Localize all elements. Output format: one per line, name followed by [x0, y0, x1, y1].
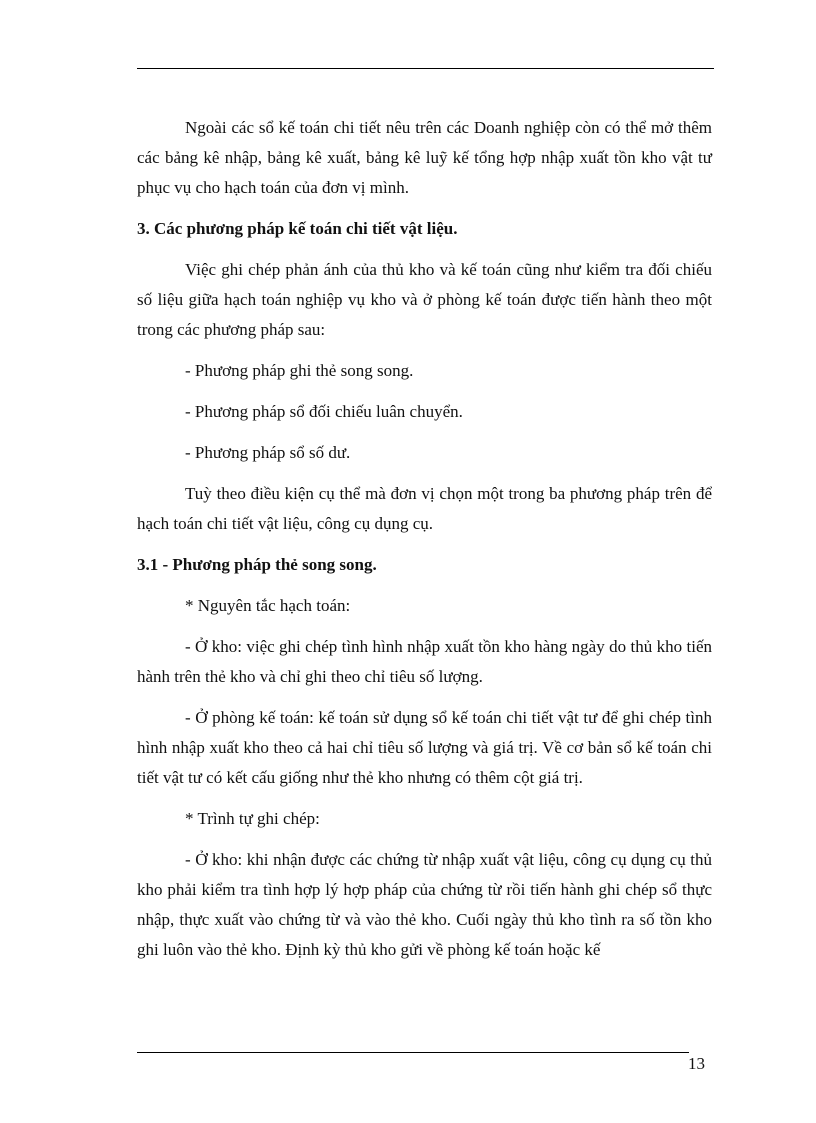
list-item-method-2: - Phương pháp sổ đối chiếu luân chuyển.	[185, 402, 463, 421]
paragraph-warehouse-procedure: - Ở kho: khi nhận được các chứng từ nhập xuất vật liệu, công cụ dụng cụ thủ kho phải kiểm tra tình hợp lý hợp pháp của chứng từ rồi tiến hành ghi chép sổ thực nhập, thực xuất vào chứng từ và vào thẻ kho. Cuối ngày thủ kho tình ra số tồn kho ghi luôn vào thẻ kho. Định kỳ thủ kho gửi về phòng kế toán hoặc kế	[137, 850, 712, 959]
page-number: 13	[688, 1054, 705, 1073]
paragraph-accounting-office: - Ở phòng kế toán: kế toán sử dụng sổ kế toán chi tiết vật tư để ghi chép tình hình nhập xuất kho theo cả hai chỉ tiêu số lượng và giá trị. Về cơ bản sổ kế toán chi tiết vật tư có kết cấu giống như thẻ kho nhưng có thêm cột giá trị.	[137, 708, 712, 787]
paragraph-method-choice: Tuỳ theo điều kiện cụ thể mà đơn vị chọn một trong ba phương pháp trên để hạch toán chi tiết vật liệu, công cụ dụng cụ.	[137, 484, 712, 533]
list-item-method-3: - Phương pháp sổ số dư.	[185, 443, 351, 462]
header-rule	[137, 68, 714, 69]
document-body	[137, 113, 712, 976]
paragraph-intro: Ngoài các sổ kế toán chi tiết nêu trên các Doanh nghiệp còn có thể mở thêm các bảng kê nhập, bảng kê xuất, bảng kê luỹ kế tổng hợp nhập xuất tồn kho vật tư phục vụ cho hạch toán của đơn vị mình.	[137, 118, 712, 197]
section-heading-3: 3. Các phương pháp kế toán chi tiết vật liệu.	[137, 219, 458, 238]
subheading-procedure: * Trình tự ghi chép:	[185, 809, 320, 828]
list-item-method-1: - Phương pháp ghi thẻ song song.	[185, 361, 414, 380]
paragraph-methods-intro: Việc ghi chép phản ánh của thủ kho và kế toán cũng như kiểm tra đối chiếu số liệu giữa hạch toán nghiệp vụ kho và ở phòng kế toán được tiến hành theo một trong các phương pháp sau:	[137, 260, 712, 339]
section-heading-3-1: 3.1 - Phương pháp thẻ song song.	[137, 555, 377, 574]
paragraph-warehouse: - Ở kho: việc ghi chép tình hình nhập xuất tồn kho hàng ngày do thủ kho tiến hành trên thẻ kho và chỉ ghi theo chỉ tiêu số lượng.	[137, 637, 712, 686]
footer-rule	[137, 1052, 689, 1053]
subheading-principles: * Nguyên tắc hạch toán:	[185, 596, 351, 615]
